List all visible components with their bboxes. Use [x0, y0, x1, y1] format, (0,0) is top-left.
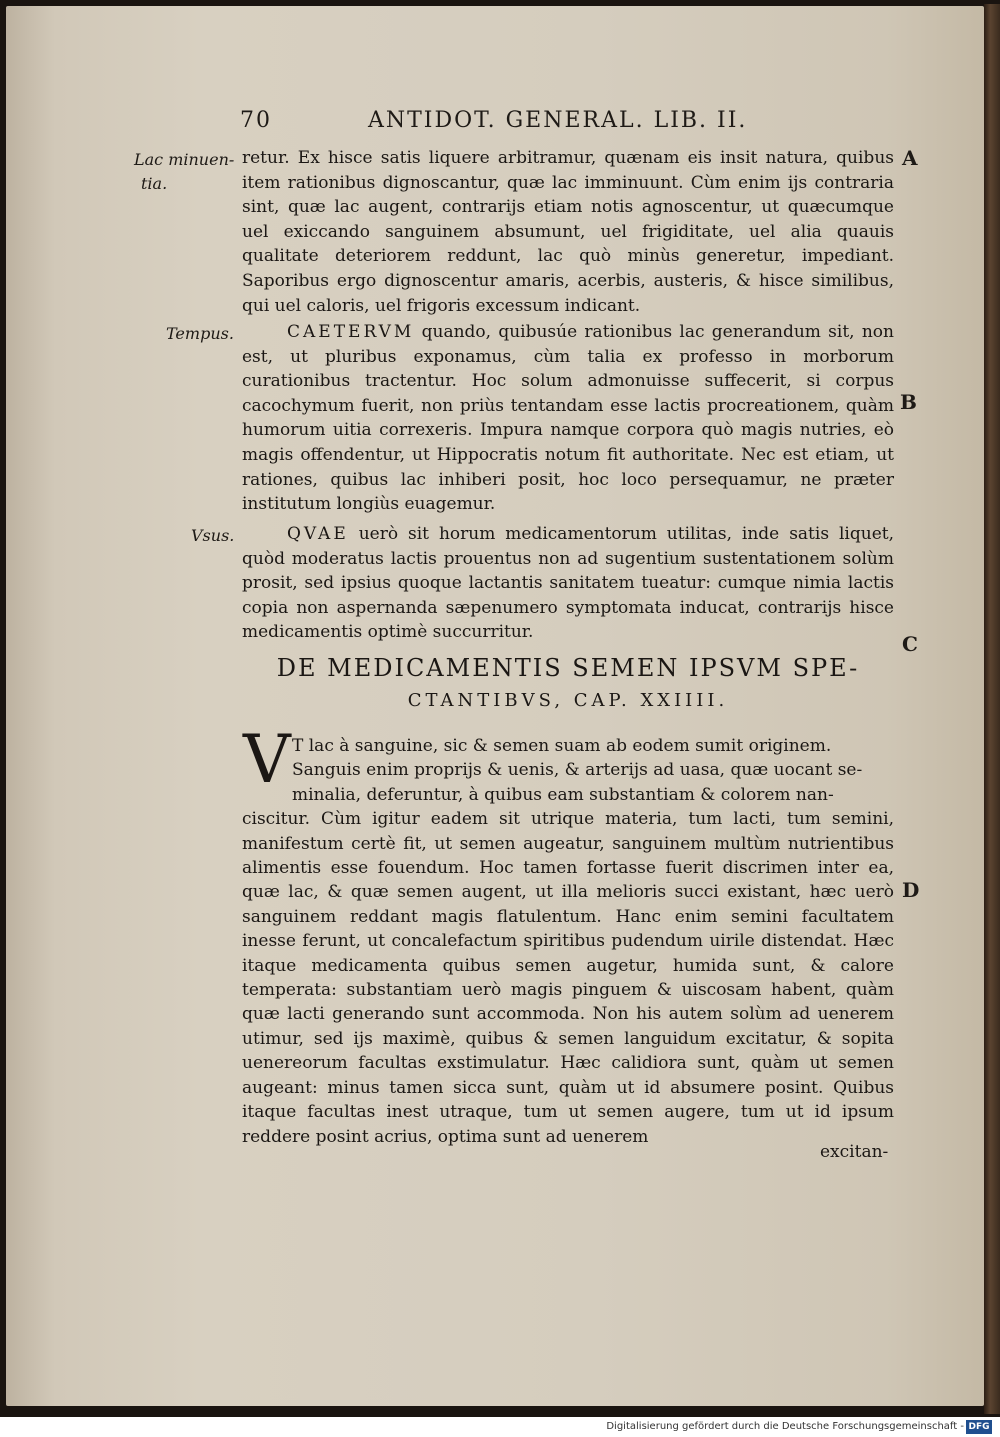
paragraph-2	[242, 320, 894, 517]
paragraph-3-lead: QVAE	[287, 524, 349, 544]
margin-note-lac-1: Lac minuen-	[134, 150, 235, 169]
margin-note-lac-2: tia.	[141, 174, 168, 193]
section-letter-b: B	[900, 390, 917, 414]
paragraph-2-lead: CAETERVM	[287, 322, 415, 342]
chapter-line-1: T lac à sanguine, sic & semen suam ab eodem sumit originem.	[292, 736, 832, 756]
page-edge	[984, 4, 1000, 1414]
section-letter-c: C	[902, 632, 918, 656]
digitization-credit	[606, 1421, 964, 1432]
chapter-line-3: minalia, deferuntur, à quibus eam substantiam & colorem nan-	[292, 784, 834, 805]
catchword: excitan-	[820, 1142, 889, 1162]
running-title: ANTIDOT. GENERAL. LIB. II.	[368, 108, 748, 133]
paragraph-2-text: quando, quibusúe rationibus lac generandum sit, non est, ut pluribus exponamus, cùm talia ex professo in morborum curationibus tractentur. Hoc solum admonuisse suffecerit, si corpus cacochymum fuerit, non priùs tentandam esse lactis procreationem, quàm humorum uitia correxeris. Impura namque corpora quò magis nutries, eò magis offendentur, ut Hippocratis notum fit authoritate. Nec est etiam, ut rationes, quibus lac inhiberi posit, hoc loco persequamur, ne præter institutum longiùs euagemur.	[242, 322, 894, 515]
paragraph-3	[242, 522, 894, 645]
paragraph-3-text: uerò sit horum medicamentorum utilitas, inde satis liquet, quòd moderatus lactis prouentus non ad sugentium sustentationem solùm prosit, sed ipsius quoque lactantis sanitatem tueatur: cumque nimia lactis copia non aspernanda sæpenumero symptomata inducat, contrarijs hisce medicamentis optimè succurritur.	[242, 524, 894, 643]
page-number: 70	[240, 108, 272, 133]
credit-text: Digitalisierung gefördert durch die Deutsche Forschungsgemeinschaft -	[606, 1421, 964, 1432]
chapter-body	[242, 734, 894, 1149]
drop-cap: V	[243, 721, 291, 798]
section-letter-d: D	[902, 878, 920, 902]
margin-note-usus: Vsus.	[191, 526, 235, 545]
section-letter-a: A	[902, 146, 918, 170]
paragraph-1: retur. Ex hisce satis liquere arbitramur, quænam eis insit natura, quibus item rationibus dignoscantur, quæ lac imminuunt. Cùm enim ijs contraria sint, quæ lac augent, contrarijs etiam notis agnoscentur, ut quæcumque uel exiccando sanguinem absumunt, uel frigiditate, uel alia quauis qualitate deteriorem reddunt, lac quò minùs generetur, impediant. Saporibus ergo dignoscentur amaris, acerbis, austeris, & hisce similibus, qui uel caloris, uel frigoris excessum indicant.	[242, 148, 894, 316]
running-header	[232, 108, 802, 138]
dfg-logo-icon: DFG	[966, 1420, 992, 1434]
chapter-body-rest: ciscitur. Cùm igitur eadem sit utrique materia, tum lacti, tum semini, manifestum certè fit, ut semen augeatur, sanguinem multùm nutrientibus alimentis esse fouendum. Hoc tamen fortasse fuerit discrimen inter ea, quæ lac, & quæ semen augent, ut illa melioris succi existant, hæc uerò sanguinem reddant magis flatulentum. Hanc enim semini facultatem inesse ferunt, ut concalefactum spiritibus pudendum uirile distendat. Hæc itaque medicamenta quibus semen augetur, humida sunt, & calore temperata: substantiam uerò magis pinguem & uiscosam habent, quàm quæ lacti generando sunt accommoda. Non his autem solùm ad uenerem utimur, sed ijs maximè, quibus & semen languidum excitatur, & sopita uenereorum facultas exstimulatur. Hæc calidiora sunt, quàm ut semen augeant: minus tamen sicca sunt, quàm ut id absumere posint. Quibus itaque facultas inest utraque, tum ut semen augere, tum ut id ipsum reddere posint acrius, optima sunt ad uenerem	[242, 809, 894, 1147]
chapter-subheading: CTANTIBVS, CAP. XXIIII.	[407, 690, 729, 711]
margin-note-tempus: Tempus.	[166, 324, 234, 343]
chapter-line-2: Sanguis enim proprijs & uenis, & arterijs ad uasa, quæ uocant se-	[292, 760, 863, 781]
chapter-heading: DE MEDICAMENTIS SEMEN IPSVM SPE-	[276, 654, 860, 682]
